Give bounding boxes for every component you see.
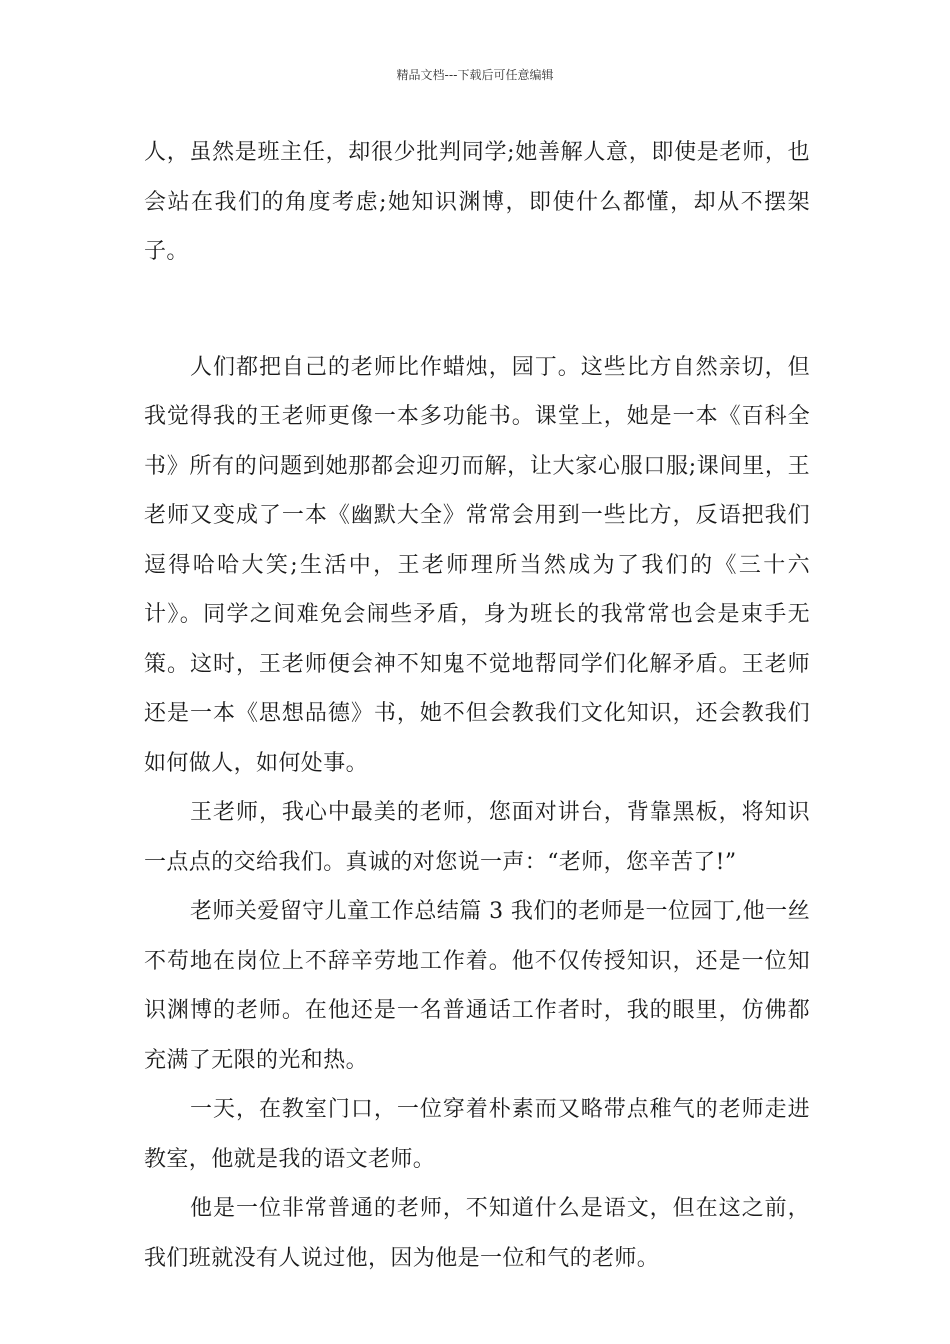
paragraph-2: 人们都把自己的老师比作蜡烛，园丁。这些比方自然亲切，但我觉得我的王老师更像一本多功能书。课堂上，她是一本《百科全书》所有的问题到她那都会迎刃而解，让大家心服口服;课间里，王老师又变成了一本《幽默大全》常常会用到一些比方，反语把我们逗得哈哈大笑;生活中，王老师理所当然成为了我们的《三十六计》。同学之间难免会闹些矛盾，身为班长的我常常也会是束手无策。这时，王老师便会神不知鬼不觉地帮同学们化解矛盾。王老师还是一本《思想品德》书，她不但会教我们文化知识，还会教我们如何做人，如何处事。 xyxy=(144,354,810,776)
paragraph-3: 王老师，我心中最美的老师，您面对讲台，背靠黑板，将知识一点点的交给我们。真诚的对您说一声：“老师，您辛苦了!” xyxy=(144,800,810,875)
document-body xyxy=(144,128,810,1283)
paragraph-6: 他是一位非常普通的老师，不知道什么是语文，但在这之前，我们班就没有人说过他，因为他是一位和气的老师。 xyxy=(144,1196,810,1271)
paragraph-4: 老师关爱留守儿童工作总结篇 3 我们的老师是一位园丁,他一丝不苟地在岗位上不辞辛劳地工作着。他不仅传授知识，还是一位知识渊博的老师。在他还是一名普通话工作者时，我的眼里，仿佛都充满了无限的光和热。 xyxy=(144,899,810,1073)
paragraph-5: 一天，在教室门口，一位穿着朴素而又略带点稚气的老师走进教室，他就是我的语文老师。 xyxy=(144,1097,810,1172)
page-header: 精品文档---下载后可任意编辑 xyxy=(396,68,554,82)
paragraph-1: 人，虽然是班主任，却很少批判同学;她善解人意，即使是老师，也会站在我们的角度考虑;她知识渊博，即使什么都懂，却从不摆架子。 xyxy=(144,140,810,264)
